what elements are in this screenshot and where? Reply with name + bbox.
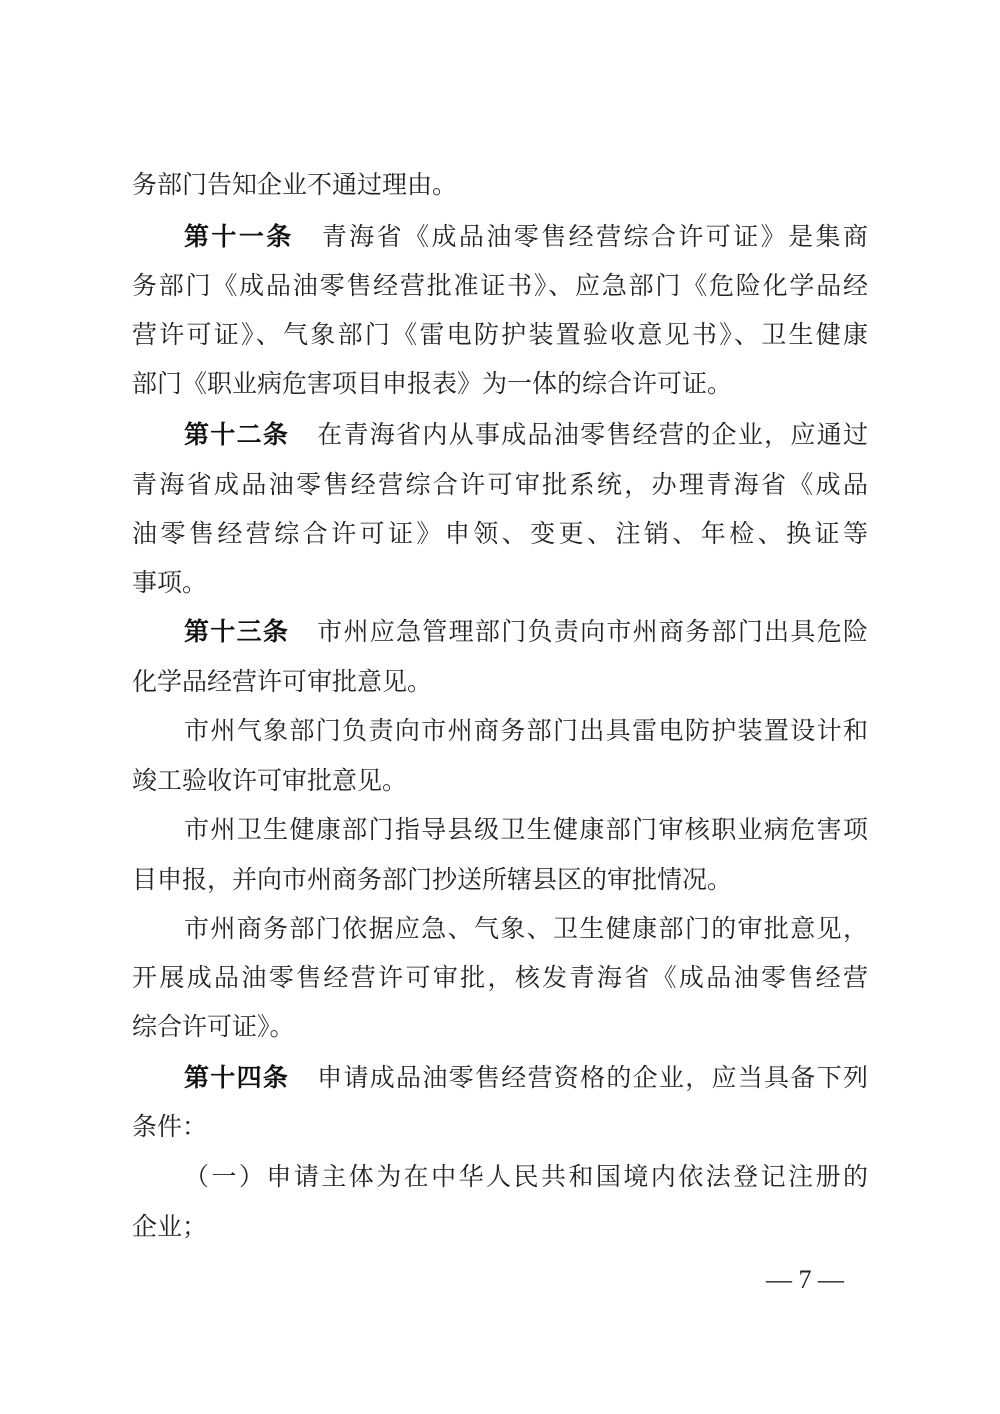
article-14-heading-line (184, 1058, 868, 1098)
text-line (132, 1007, 868, 1047)
text-line (132, 165, 868, 205)
line-text: 事项。 (132, 568, 208, 597)
line-text: 市州气象部门负责向市州商务部门出具雷电防护装置设计和 (184, 716, 868, 745)
line-text: 务部门告知企业不通过理由。 (132, 170, 458, 199)
article-13-heading-line (184, 612, 868, 652)
article-12-label: 第十二条 (184, 420, 290, 449)
text-line (132, 662, 868, 702)
text-line (132, 1107, 868, 1147)
text-line (132, 761, 868, 801)
text-line (132, 266, 868, 306)
article-12-heading-line (184, 415, 868, 455)
line-text: 市州商务部门依据应急、气象、卫生健康部门的审批意见， (184, 914, 868, 943)
text-line (184, 909, 868, 949)
text-line (184, 1157, 868, 1197)
line-text: 营许可证》、气象部门《雷电防护装置验收意见书》、卫生健康 (132, 320, 868, 349)
text-line (132, 563, 868, 603)
text-line (132, 514, 868, 554)
page-number: — 7 — (766, 1265, 844, 1294)
article-14-label: 第十四条 (184, 1063, 290, 1092)
line-text: 申请成品油零售经营资格的企业，应当具备下列 (317, 1063, 868, 1092)
text-line (132, 958, 868, 998)
line-text: 在青海省内从事成品油零售经营的企业，应通过 (317, 420, 868, 449)
text-line (132, 860, 868, 900)
line-text: （一）申请主体为在中华人民共和国境内依法登记注册的 (184, 1162, 868, 1191)
text-line (184, 810, 868, 850)
line-text: 市州应急管理部门负责向市州商务部门出具危险 (317, 617, 868, 646)
text-line (132, 1207, 868, 1247)
line-text: 部门《职业病危害项目申报表》为一体的综合许可证。 (132, 369, 733, 398)
text-line (132, 364, 868, 404)
line-text: 条件： (132, 1112, 208, 1141)
article-11-label: 第十一条 (184, 222, 294, 251)
line-text: 目申报，并向市州商务部门抄送所辖县区的审批情况。 (132, 865, 733, 894)
text-line (132, 315, 868, 355)
article-11-heading-line (184, 217, 868, 257)
line-text: 企业； (132, 1212, 208, 1241)
line-text: 化学品经营许可审批意见。 (132, 667, 433, 696)
line-text: 青海省《成品油零售经营综合许可证》是集商 (321, 222, 868, 251)
line-text: 综合许可证》。 (132, 1012, 295, 1041)
line-text: 市州卫生健康部门指导县级卫生健康部门审核职业病危害项 (184, 815, 868, 844)
line-text: 务部门《成品油零售经营批准证书》、应急部门《危险化学品经 (132, 271, 868, 300)
line-text: 油零售经营综合许可证》申领、变更、注销、年检、换证等 (132, 519, 868, 548)
text-line (184, 711, 868, 751)
text-line (132, 465, 868, 505)
article-13-label: 第十三条 (184, 617, 290, 646)
line-text: 青海省成品油零售经营综合许可审批系统，办理青海省《成品 (132, 470, 868, 499)
line-text: 竣工验收许可审批意见。 (132, 766, 408, 795)
line-text: 开展成品油零售经营许可审批，核发青海省《成品油零售经营 (132, 963, 868, 992)
